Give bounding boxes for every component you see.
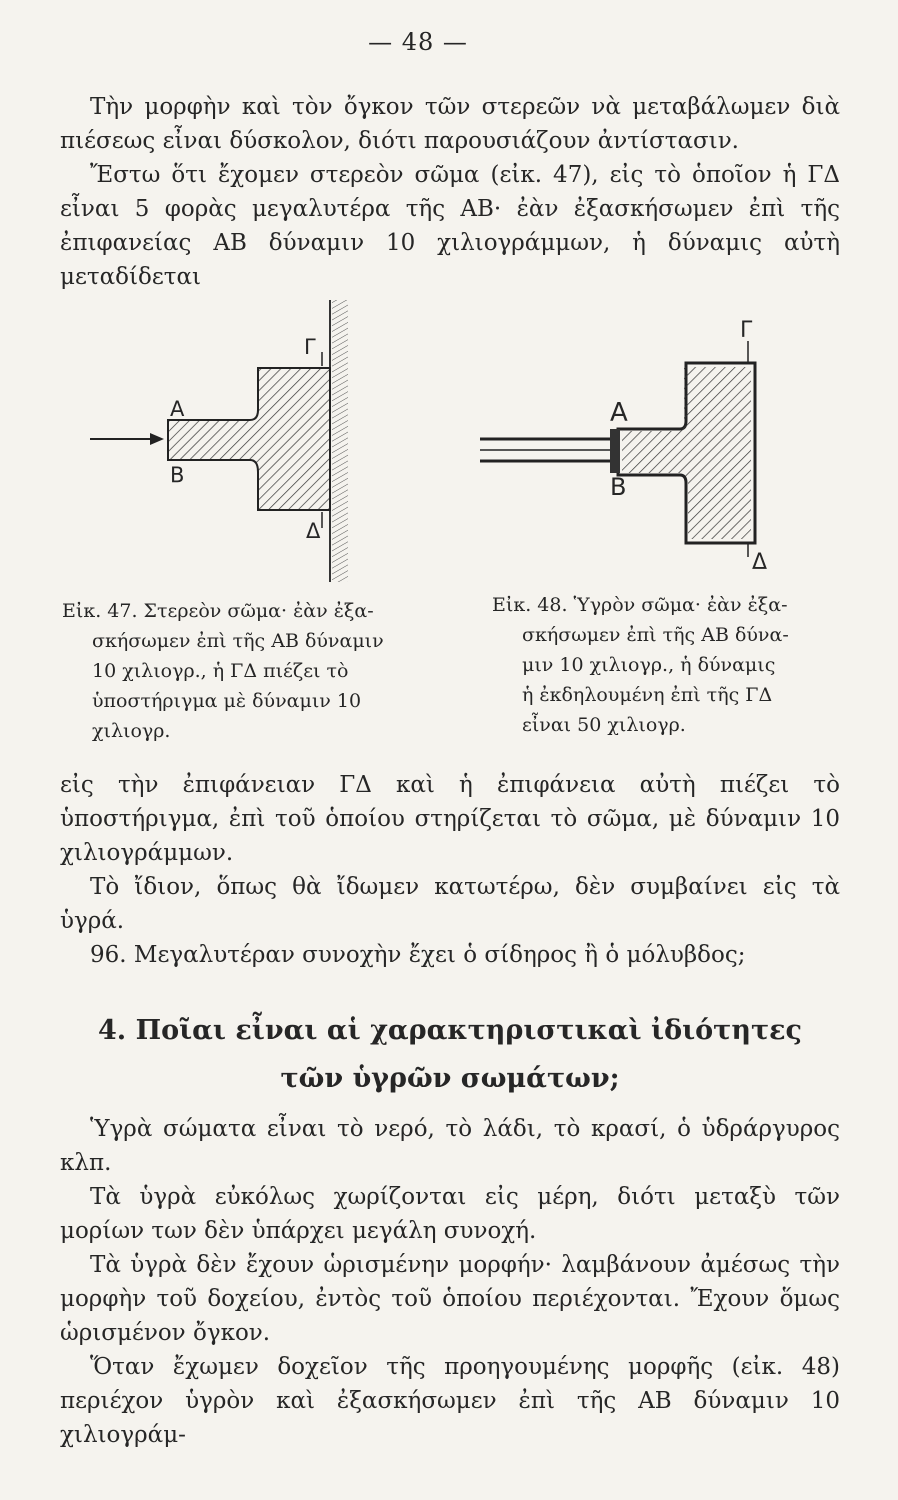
paragraph: Ὅταν ἔχωμεν δοχεῖον τῆς προηγουμένης μορφῆς (εἰκ. 48) περιέχον ὑγρὸν καὶ ἐξασκήσωμεν ἐπὶ τῆς ΑΒ δύναμιν 10 χιλιογράμ-	[60, 1354, 840, 1448]
figure-48	[470, 305, 850, 575]
heading-line: 4. Ποῖαι εἶναι αἱ χαρακτηριστικαὶ ἰδιότητες	[97, 1015, 802, 1046]
figure-48-drawing	[470, 305, 850, 575]
caption-line: σκήσωμεν ἐπὶ τῆς ΑΒ δύναμιν	[92, 630, 384, 652]
heading-line: τῶν ὑγρῶν σωμάτων;	[280, 1063, 620, 1094]
paragraph: Τὴν μορφὴν καὶ τὸν ὄγκον τῶν στερεῶν νὰ μεταβάλωμεν διὰ πιέσεως εἶναι δύσκολον, διότι παρουσιάζουν ἀντίστασιν.	[60, 94, 840, 154]
caption-line: ὑποστήριγμα μὲ δύναμιν 10	[92, 690, 362, 712]
caption-line: χιλιογρ.	[92, 720, 171, 742]
page-number: — 48 —	[368, 28, 468, 56]
label-g: Γ	[304, 335, 316, 359]
label-b: Β	[610, 473, 627, 501]
bottom-text-block	[60, 1112, 840, 1452]
label-a: Α	[610, 398, 628, 428]
caption-line: ἡ ἐκδηλουμένη ἐπὶ τῆς ΓΔ	[522, 684, 773, 706]
label-d: Δ	[306, 519, 321, 543]
label-a: Α	[170, 397, 185, 421]
solid-body	[168, 368, 330, 510]
caption-line: Εἰκ. 47. Στερεὸν σῶμα· ἐὰν ἐξα-	[62, 600, 374, 622]
paragraph: Τὰ ὑγρὰ εὐκόλως χωρίζονται εἰς μέρη, διότι μεταξὺ τῶν μορίων των δὲν ὑπάρχει μεγάλη συνοχή.	[60, 1184, 840, 1244]
piston	[610, 429, 620, 473]
label-b: Β	[170, 463, 185, 487]
support-wall	[332, 300, 348, 582]
label-g: Γ	[740, 318, 753, 343]
paragraph: 96. Μεγαλυτέραν συνοχὴν ἔχει ὁ σίδηρος ἢ ὁ μόλυβδος;	[90, 942, 746, 968]
label-d: Δ	[752, 550, 768, 575]
caption-line: σκήσωμεν ἐπὶ τῆς ΑΒ δύνα-	[522, 624, 789, 646]
figure-47	[60, 292, 460, 592]
section-heading	[60, 1007, 840, 1103]
paragraph: Τὸ ἴδιον, ὅπως θὰ ἴδωμεν κατωτέρω, δὲν συμβαίνει εἰς τὰ ὑγρά.	[60, 874, 840, 934]
figure-47-caption	[62, 596, 422, 746]
caption-line: 10 χιλιογρ., ἡ ΓΔ πιέζει τὸ	[92, 660, 349, 682]
middle-text-block	[60, 768, 840, 972]
paragraph: Ἔστω ὅτι ἔχομεν στερεὸν σῶμα (εἰκ. 47), εἰς τὸ ὁποῖον ἡ ΓΔ εἶναι 5 φορὰς μεγαλυτέρα τῆς ΑΒ· ἐὰν ἐξασκήσωμεν ἐπὶ τῆς ἐπιφανείας ΑΒ δύναμιν 10 χιλιογράμμων, ἡ δύναμις αὐτὴ μεταδίδεται	[60, 162, 840, 290]
caption-line: εἶναι 50 χιλιογρ.	[522, 714, 686, 736]
paragraph: εἰς τὴν ἐπιφάνειαν ΓΔ καὶ ἡ ἐπιφάνεια αὐτὴ πιέζει τὸ ὑποστήριγμα, ἐπὶ τοῦ ὁποίου στηρίζεται τὸ σῶμα, μὲ δύναμιν 10 χιλιογράμμων.	[60, 772, 840, 866]
paragraph: Ὑγρὰ σώματα εἶναι τὸ νερό, τὸ λάδι, τὸ κρασί, ὁ ὑδράργυρος κλπ.	[60, 1116, 840, 1176]
figure-47-drawing	[60, 292, 460, 592]
paragraph: Τὰ ὑγρὰ δὲν ἔχουν ὡρισμένην μορφήν· λαμβάνουν ἀμέσως τὴν μορφὴν τοῦ δοχείου, ἐντὸς τοῦ ὁποίου περιέχονται. Ἔχουν ὅμως ὡρισμένον ὄγκον.	[60, 1252, 840, 1346]
caption-line: μιν 10 χιλιογρ., ἡ δύναμις	[522, 654, 776, 676]
caption-line: Εἰκ. 48. Ὑγρὸν σῶμα· ἐὰν ἐξα-	[492, 594, 788, 616]
top-text-block	[60, 90, 840, 294]
figure-48-caption	[492, 590, 822, 740]
